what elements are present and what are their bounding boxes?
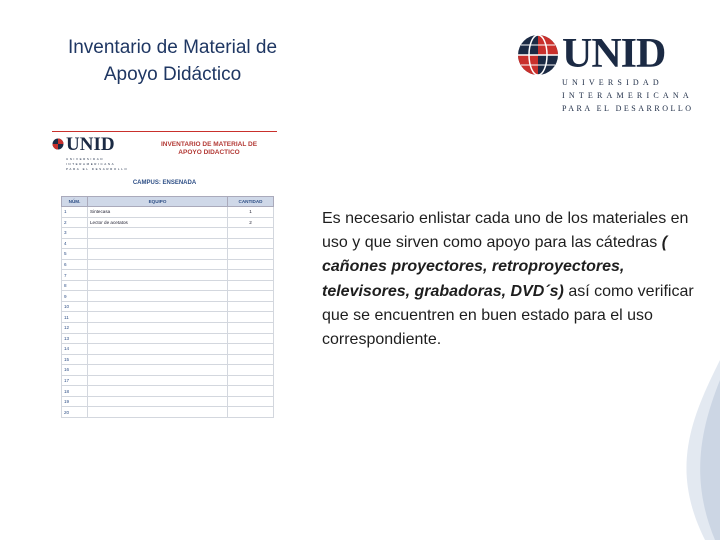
row-equipo: [88, 365, 228, 376]
row-cantidad: [228, 365, 274, 376]
table-row: [62, 207, 274, 218]
row-number: 8: [62, 280, 88, 291]
row-number: 5: [62, 249, 88, 260]
row-number: 9: [62, 291, 88, 302]
row-cantidad: [228, 312, 274, 323]
row-equipo: Lector de acetatos: [88, 217, 228, 228]
table-row: [62, 238, 274, 249]
row-cantidad: [228, 333, 274, 344]
col-header-equipo: EQUIPO: [88, 197, 228, 207]
row-equipo: [88, 301, 228, 312]
table-row: [62, 217, 274, 228]
row-equipo: [88, 291, 228, 302]
form-logo-line3: PARA EL DESARROLLO: [66, 167, 129, 171]
row-equipo: [88, 354, 228, 365]
table-header-row: [62, 197, 274, 207]
slide-title: [30, 34, 315, 88]
row-cantidad: [228, 344, 274, 355]
table-row: [62, 228, 274, 239]
col-header-num: NÚM.: [62, 197, 88, 207]
row-equipo: [88, 344, 228, 355]
row-number: 6: [62, 259, 88, 270]
row-number: 2: [62, 217, 88, 228]
row-equipo: [88, 323, 228, 334]
inventory-form-image: [52, 131, 277, 427]
table-row: [62, 280, 274, 291]
row-number: 11: [62, 312, 88, 323]
col-header-cantidad: CANTIDAD: [228, 197, 274, 207]
description-part2: así como verificar que se encuentren en buen estado para el uso correspondiente.: [322, 282, 694, 349]
table-row: [62, 249, 274, 260]
row-cantidad: [228, 301, 274, 312]
row-equipo: [88, 280, 228, 291]
description-emphasis: ( cañones proyectores, retroproyectores, televisores, grabadoras, DVD´s): [322, 234, 668, 300]
row-equipo: [88, 270, 228, 281]
row-number: 19: [62, 396, 88, 407]
row-number: 14: [62, 344, 88, 355]
row-cantidad: [228, 280, 274, 291]
row-equipo: [88, 249, 228, 260]
table-row: [62, 312, 274, 323]
row-equipo: [88, 228, 228, 239]
row-number: 7: [62, 270, 88, 281]
table-row: [62, 354, 274, 365]
row-cantidad: [228, 386, 274, 397]
row-number: 1: [62, 207, 88, 218]
row-cantidad: [228, 249, 274, 260]
table-row: [62, 301, 274, 312]
form-logo-word: UNID: [66, 134, 115, 155]
table-row: [62, 270, 274, 281]
row-equipo: [88, 333, 228, 344]
row-equipo: [88, 396, 228, 407]
row-equipo: [88, 312, 228, 323]
row-cantidad: [228, 354, 274, 365]
globe-icon: [516, 33, 560, 77]
table-row: [62, 344, 274, 355]
row-cantidad: [228, 238, 274, 249]
row-cantidad: [228, 228, 274, 239]
row-cantidad: [228, 270, 274, 281]
form-campus: CAMPUS: ENSENADA: [132, 180, 197, 186]
logo-line2: INTERAMERICANA: [562, 91, 693, 100]
row-cantidad: 1: [228, 207, 274, 218]
slide-title-line2: Apoyo Didáctico: [103, 64, 242, 85]
row-equipo: [88, 259, 228, 270]
row-cantidad: [228, 291, 274, 302]
row-number: 12: [62, 323, 88, 334]
row-cantidad: [228, 396, 274, 407]
inventory-table-body: [62, 207, 274, 418]
table-row: [62, 365, 274, 376]
form-globe-icon: [52, 138, 64, 150]
form-logo-line1: UNIVERSIDAD: [66, 157, 105, 161]
row-number: 18: [62, 386, 88, 397]
row-cantidad: [228, 259, 274, 270]
row-cantidad: [228, 323, 274, 334]
table-row: [62, 333, 274, 344]
table-row: [62, 396, 274, 407]
row-number: 13: [62, 333, 88, 344]
row-cantidad: 2: [228, 217, 274, 228]
row-cantidad: [228, 407, 274, 418]
row-number: 3: [62, 228, 88, 239]
row-number: 15: [62, 354, 88, 365]
row-number: 10: [62, 301, 88, 312]
row-equipo: [88, 375, 228, 386]
logo-line3: PARA EL DESARROLLO: [562, 104, 694, 113]
logo-line1: UNIVERSIDAD: [562, 78, 663, 87]
table-row: [62, 375, 274, 386]
row-number: 16: [62, 365, 88, 376]
row-number: 4: [62, 238, 88, 249]
row-cantidad: [228, 375, 274, 386]
row-number: 20: [62, 407, 88, 418]
description-text: [322, 207, 694, 352]
table-row: [62, 259, 274, 270]
logo-wordmark: UNID: [562, 31, 666, 77]
decorative-wave: [630, 360, 720, 540]
form-heading: INVENTARIO DE MATERIAL DE APOYO DIDACTICO: [160, 141, 258, 156]
table-row: [62, 407, 274, 418]
table-row: [62, 386, 274, 397]
row-equipo: [88, 238, 228, 249]
table-row: [62, 291, 274, 302]
form-logo-line2: INTERAMERICANA: [66, 162, 116, 166]
inventory-table: [61, 196, 274, 418]
table-row: [62, 323, 274, 334]
description-part1: Es necesario enlistar cada uno de los materiales en uso y que sirven como apoyo para las cátedras: [322, 210, 689, 252]
row-equipo: Sintecasa: [88, 207, 228, 218]
row-number: 17: [62, 375, 88, 386]
slide-title-line1: Inventario de Material de: [67, 37, 278, 58]
form-top-rule: [52, 131, 277, 132]
row-equipo: [88, 386, 228, 397]
row-equipo: [88, 407, 228, 418]
unid-logo: [514, 30, 694, 114]
